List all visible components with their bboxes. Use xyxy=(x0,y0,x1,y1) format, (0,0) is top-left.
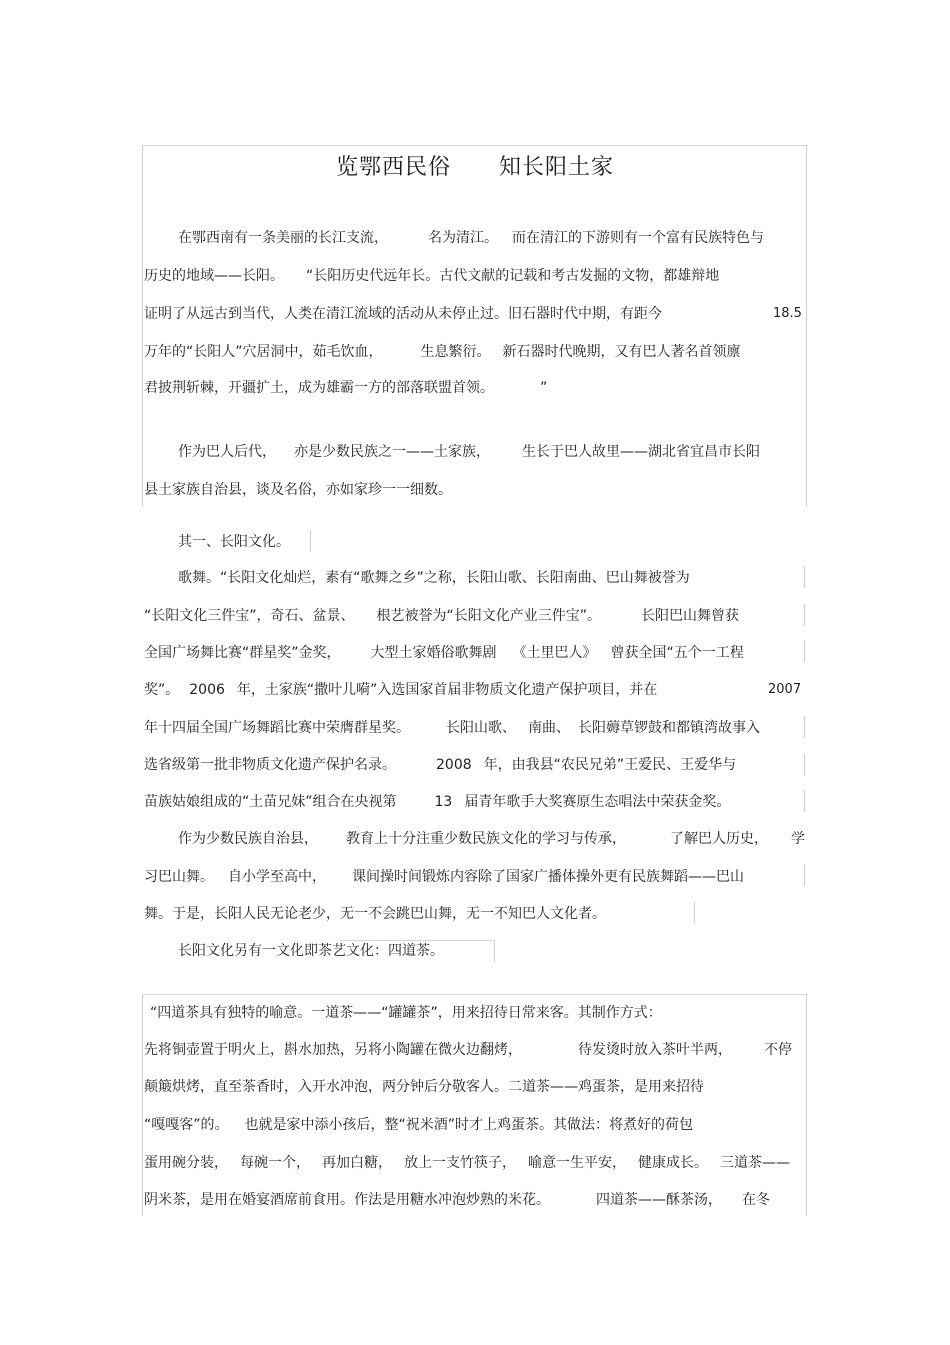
text-run: 待发烫时放入茶叶半两， xyxy=(578,1042,732,1058)
text-run: “嘎嘎客”的。 xyxy=(144,1117,229,1133)
cell-border xyxy=(804,790,805,812)
cell-border xyxy=(694,902,695,924)
cell-border xyxy=(804,716,805,738)
text-run: 历史的地域——长阳。 xyxy=(144,268,284,284)
text-line xyxy=(144,606,739,626)
text-run: 自小学至高中， xyxy=(228,869,326,885)
text-run: 生息繁衍。 xyxy=(420,344,491,360)
text-run: ” xyxy=(540,380,548,396)
text-run: 曾获全国“五个一工程 xyxy=(610,645,744,661)
text-line xyxy=(144,480,452,500)
text-run: 证明了从远古到当代，人类在清江流域的活动从未停止过。旧石器时代中期，有距今 xyxy=(144,306,662,322)
text-run: 在冬 xyxy=(742,1192,770,1208)
text-run: 2007 xyxy=(768,682,802,697)
text-line xyxy=(144,1115,693,1135)
text-run: 也就是家中添小孩后，整“祝米酒”时才上鸡蛋茶。其做法：将煮好的荷包 xyxy=(244,1117,694,1133)
text-run: 生长于巴人故里——湖北省宜昌市长阳 xyxy=(522,444,760,460)
text-run: 苗族姑娘组成的“土苗兄妹”组合在央视第 xyxy=(144,794,397,810)
text-run: 歌舞。“长阳文化灿烂，素有“歌舞之乡”之称，长阳山歌、长阳南曲、巴山舞被誉为 xyxy=(178,570,690,586)
text-line xyxy=(144,755,736,775)
box2-left-border xyxy=(142,994,143,1216)
text-run: 舞。于是，长阳人民无论老少，无一不会跳巴山舞，无一不知巴人文化者。 xyxy=(144,906,606,922)
text-run: 长阳山歌、 xyxy=(446,720,516,736)
text-run: 每碗一个， xyxy=(240,1155,310,1171)
text-run: 年，土家族“撒叶儿嗬”入选国家首届非物质文化遗产保护项目，并在 xyxy=(236,682,658,698)
text-run: 健康成长。 xyxy=(638,1155,708,1171)
cell-border xyxy=(804,640,805,662)
text-run: 长阳薅草锣鼓和都镇湾故事入 xyxy=(578,720,760,736)
text-line xyxy=(178,568,690,588)
text-run: 了解巴人历史， xyxy=(670,831,768,847)
box-right-border xyxy=(806,145,807,507)
text-run: “四道茶具有独特的喻意。一道茶——“罐罐茶”，用来招待日常来客。其制作方式： xyxy=(150,1005,662,1021)
box-top-border xyxy=(142,145,808,146)
text-run: 2006 xyxy=(189,682,225,698)
text-run: 其一、长阳文化。 xyxy=(178,534,290,550)
text-line xyxy=(178,829,768,849)
text-run: 长阳文化另有一文化即茶艺文化：四道茶。 xyxy=(178,943,444,959)
text-run: 名为清江。 xyxy=(428,230,498,246)
cell-border xyxy=(804,754,805,776)
box-left-border xyxy=(142,145,143,507)
text-run: 13 xyxy=(434,794,453,810)
text-run: 放上一支竹筷子， xyxy=(404,1155,516,1171)
text-run: 不停 xyxy=(764,1042,792,1058)
text-run: 2008 xyxy=(436,757,472,773)
text-line xyxy=(144,304,662,324)
text-run: 阴米茶，是用在婚宴酒席前食用。作法是用糖水冲泡炒熟的米花。 xyxy=(144,1192,550,1208)
text-line xyxy=(178,228,764,248)
box2-top-border xyxy=(142,994,808,995)
text-line xyxy=(144,904,606,924)
text-run: 三道茶—— xyxy=(720,1155,790,1171)
text-line xyxy=(144,1153,790,1173)
cell-border xyxy=(310,530,311,552)
cell-border xyxy=(494,940,495,962)
box2-right-border xyxy=(806,994,807,1216)
text-line xyxy=(178,941,444,961)
text-run: 《土里巴人》 xyxy=(512,645,597,661)
text-run: 年十四届全国广场舞蹈比赛中荣膺群星奖。 xyxy=(144,720,410,736)
text-line xyxy=(144,680,657,700)
text-run: 学 xyxy=(791,831,805,847)
text-run: 颠簸烘烤，直至茶香时，入开水冲泡，两分钟后分敬客人。二道茶——鸡蛋茶，是用来招待 xyxy=(144,1079,704,1095)
text-run: “长阳文化三件宝”，奇石、盆景、 xyxy=(144,608,355,624)
text-run: 再加白糖， xyxy=(322,1155,392,1171)
text-line xyxy=(178,442,760,462)
text-run: 选省级第一批非物质文化遗产保护名录。 xyxy=(144,757,396,773)
text-run: 蛋用碗分装， xyxy=(144,1155,228,1171)
text-line xyxy=(144,1040,792,1060)
text-run: 教育上十分注重少数民族文化的学习与传承， xyxy=(346,831,626,847)
page-title: 览鄂西民俗 知长阳土家 xyxy=(336,155,614,180)
text-run: 根艺被誉为“长阳文化产业三件宝”。 xyxy=(376,608,602,624)
text-run: 年，由我县“农民兄弟”王爱民、王爱华与 xyxy=(483,757,737,773)
text-run: 18.5 xyxy=(773,306,802,321)
text-line xyxy=(150,1003,662,1023)
text-line xyxy=(144,1190,770,1210)
text-run: 亦是少数民族之一——土家族， xyxy=(294,444,490,460)
text-line xyxy=(144,378,547,398)
text-line xyxy=(144,792,730,812)
text-run: 喻意一生平安， xyxy=(528,1155,626,1171)
text-line xyxy=(144,342,741,362)
text-run: 县土家族自治县，谈及名俗，亦如家珍一一细数。 xyxy=(144,482,452,498)
text-run: 习巴山舞。 xyxy=(144,869,214,885)
text-run: 全国广场舞比赛“群星奖”金奖， xyxy=(144,645,341,661)
text-line xyxy=(144,867,744,887)
text-run: 在鄂西南有一条美丽的长江支流， xyxy=(178,230,388,246)
text-run: 南曲、 xyxy=(528,720,570,736)
text-run: 新石器时代晚期，又有巴人著名首领廪 xyxy=(502,344,741,360)
text-run: 万年的“长阳人”穴居洞中，茹毛饮血， xyxy=(144,344,383,360)
text-run: 先将铜壶置于明火上，斟水加热，另将小陶罐在微火边翻烤， xyxy=(144,1042,522,1058)
text-run: 课间操时间锻炼内容除了国家广播体操外更有民族舞蹈——巴山 xyxy=(352,869,744,885)
text-run: 作为巴人后代， xyxy=(178,444,276,460)
text-run: 大型土家婚俗歌舞剧 xyxy=(370,645,497,661)
text-run: 届青年歌手大奖赛原生态唱法中荣获金奖。 xyxy=(464,794,731,810)
cell-border xyxy=(804,566,805,588)
text-run: 长阳巴山舞曾获 xyxy=(641,608,740,624)
text-run: 奖”。 xyxy=(144,682,180,698)
text-run: 作为少数民族自治县， xyxy=(178,831,318,847)
text-line xyxy=(144,643,744,663)
text-line xyxy=(144,266,719,286)
cell-border xyxy=(804,604,805,626)
text-line xyxy=(144,718,760,738)
cell-border xyxy=(804,864,805,886)
text-run: 四道茶——酥茶汤， xyxy=(596,1192,722,1208)
text-line xyxy=(144,1077,704,1097)
text-run: “长阳历史代远年长。古代文献的记载和考古发掘的文物，都雄辩地 xyxy=(306,268,720,284)
text-run: 君披荆斩棘，开疆扩土，成为雄霸一方的部落联盟首领。 xyxy=(144,380,494,396)
text-run: 而在清江的下游则有一个富有民族特色与 xyxy=(512,230,764,246)
section-heading xyxy=(178,532,290,552)
